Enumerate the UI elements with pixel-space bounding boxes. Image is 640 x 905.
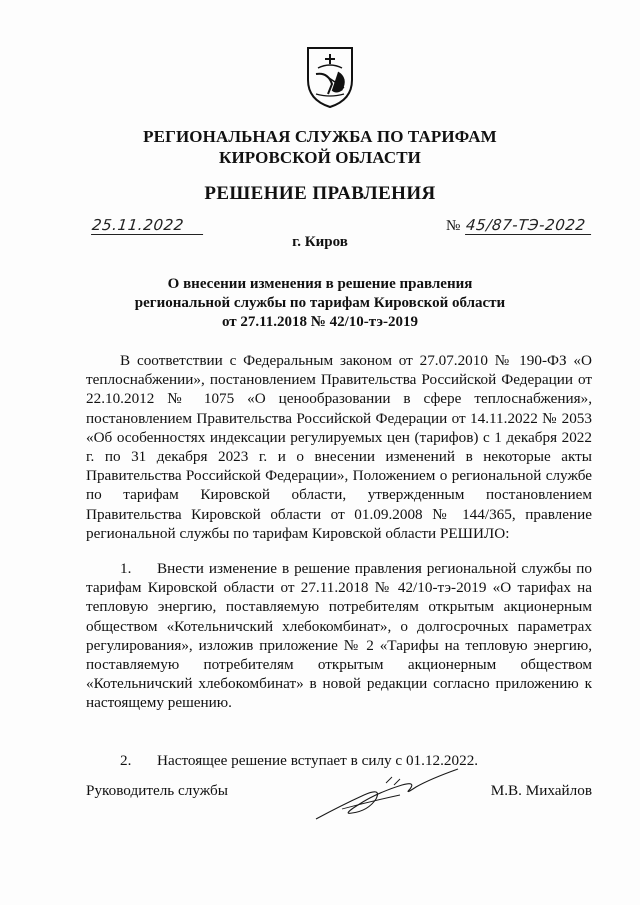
decision-item-1-text: Внести изменение в решение правления региональной службы по тарифам Кировской области от 27.11.2018 № 42/10-тэ-2019 «О тарифах на тепловую энергию, поставляемую потребителям открытым акционерным обществом «Котельничский хлебокомбинат», о долгосрочных параметрах регулирования», изложив приложение № 2 «Тарифы на тепловую энергию, поставляемую потребителям открытым акционерным обществом «Котельничский хлебокомбинат» в новой редакции согласно приложению к настоящему решению. bbox=[86, 560, 592, 712]
number-sign: № bbox=[446, 218, 461, 234]
signer-position: Руководитель службы bbox=[86, 782, 228, 799]
document-number: 45/87-ТЭ-2022 bbox=[465, 216, 593, 235]
signer-name: М.В. Михайлов bbox=[490, 782, 592, 799]
decision-item-1-number: 1. bbox=[120, 560, 132, 577]
decision-item-2-number: 2. bbox=[120, 752, 132, 769]
document-city: г. Киров bbox=[292, 234, 348, 250]
subject-line1: О внесении изменения в решение правления bbox=[167, 276, 473, 292]
decision-item-1 bbox=[86, 559, 592, 713]
organization-name-line1: РЕГИОНАЛЬНАЯ СЛУЖБА ПО ТАРИФАМ bbox=[143, 127, 497, 146]
subject-line3: от 27.11.2018 № 42/10-тэ-2019 bbox=[221, 314, 419, 330]
preamble-paragraph: В соответствии с Федеральным законом от 27.07.2010 № 190-ФЗ «О теплоснабжении», постановлением Правительства Российской Федерации от 22.10.2012 № 1075 «О ценообразовании в сфере теплоснабжения», постановлением Правительства Российской Федерации от 14.11.2022 № 2053 «Об особенностях индексации регулируемых цен (тарифов) с 1 декабря 2022 г. по 31 декабря 2023 г. и о внесении изменений в некоторые акты Правительства Российской Федерации», Положением о региональной службе по тарифам Кировской области, утвержденным постановлением Правительства Кировской области от 01.09.2008 № 144/365, правление региональной службы по тарифам Кировской области РЕШИЛО: bbox=[86, 352, 592, 542]
document-title: РЕШЕНИЕ ПРАВЛЕНИЯ bbox=[204, 183, 436, 204]
handwritten-signature bbox=[312, 765, 464, 825]
organization-name-line2: КИРОВСКОЙ ОБЛАСТИ bbox=[219, 148, 421, 167]
kirov-coat-of-arms-icon bbox=[302, 44, 358, 110]
decision-item-2-text: Настоящее решение вступает в силу с 01.12.2022. bbox=[157, 752, 479, 769]
document-date: 25.11.2022 bbox=[91, 216, 205, 235]
subject-line2: региональной службы по тарифам Кировской области bbox=[134, 295, 506, 311]
